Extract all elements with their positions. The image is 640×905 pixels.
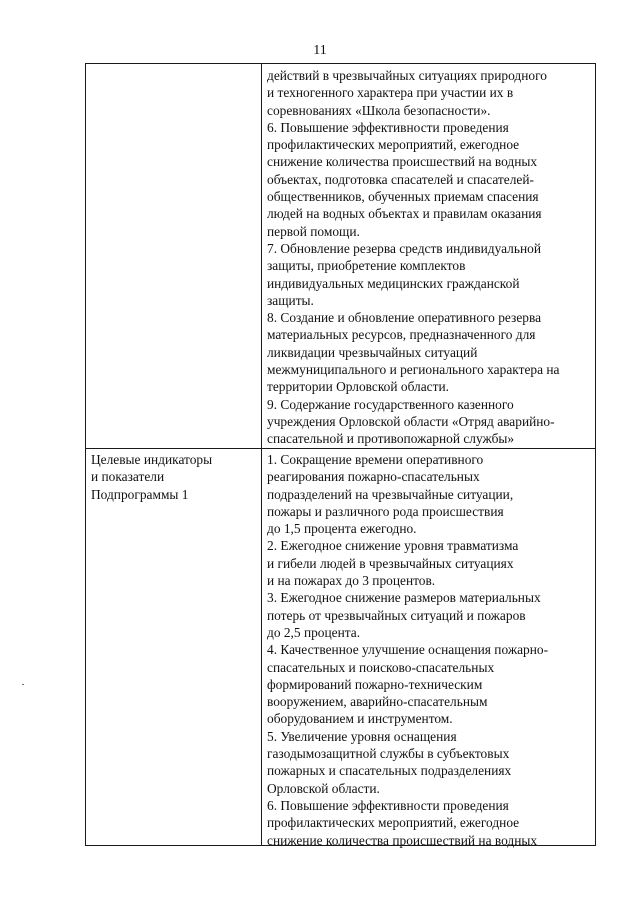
text-line: территории Орловской области. (267, 379, 449, 395)
text-line: индивидуальных медицинских гражданской (267, 275, 520, 291)
text-line: 4. Качественное улучшение оснащения пожарно- (267, 642, 549, 658)
text-line: защиты. (267, 292, 314, 308)
row-divider (86, 448, 595, 449)
text-line: учреждения Орловской области «Отряд аварийно- (267, 413, 555, 429)
text-line: снижение количества происшествий на водных (267, 832, 538, 848)
text-line: объектах, подготовка спасателей и спасателей- (267, 171, 534, 187)
text-line: людей на водных объектах и правилам оказания (267, 206, 542, 222)
text-line: подразделений на чрезвычайные ситуации, (267, 486, 514, 502)
text-line: профилактических мероприятий, ежегодное (267, 137, 520, 153)
text-line: Целевые индикаторы (91, 452, 213, 467)
text-line: Подпрограммы 1 (91, 486, 189, 502)
text-line: Орловской области. (267, 780, 380, 796)
text-line: реагирования пожарно-спасательных (267, 469, 480, 485)
text-line: 5. Увеличение уровня оснащения (267, 728, 457, 744)
row-1-content-cell (267, 67, 560, 448)
text-line: материальных ресурсов, предназначенного для (267, 327, 536, 343)
text-line: 1. Сокращение времени оперативного (267, 452, 484, 467)
text-line: спасательной и противопожарной службы» (267, 431, 515, 447)
text-line: спасательных и поисково-спасательных (267, 659, 495, 675)
text-line: до 1,5 процента ежегодно. (267, 521, 417, 537)
text-line: общественников, обученных приемам спасения (267, 189, 539, 205)
text-line: формирований пожарно-техническим (267, 676, 483, 692)
text-line: до 2,5 процента. (267, 624, 361, 640)
text-line: пожарных и спасательных подразделениях (267, 763, 512, 779)
margin-mark (22, 684, 24, 685)
text-line: 2. Ежегодное снижение уровня травматизма (267, 538, 519, 554)
text-line: потерь от чрезвычайных ситуаций и пожаров (267, 607, 526, 623)
text-line: 8. Создание и обновление оперативного резерва (267, 310, 542, 326)
text-line: газодымозащитной службы в субъектовых (267, 746, 510, 762)
column-divider (261, 64, 262, 845)
text-line: 3. Ежегодное снижение размеров материальных (267, 590, 541, 606)
text-line: вооружением, аварийно-спасательным (267, 694, 488, 710)
text-line: профилактических мероприятий, ежегодное (267, 815, 520, 831)
text-line: и показатели (91, 469, 165, 485)
text-line: оборудованием и инструментом. (267, 711, 453, 727)
text-line: первой помощи. (267, 223, 360, 239)
text-line: и гибели людей в чрезвычайных ситуациях (267, 555, 514, 571)
text-line: защиты, приобретение комплектов (267, 258, 466, 274)
text-line: 6. Повышение эффективности проведения (267, 119, 509, 135)
row-2-content-cell (267, 451, 548, 849)
text-line: соревнованиях «Школа безопасности». (267, 102, 491, 118)
text-line: действий в чрезвычайных ситуациях природного (267, 68, 547, 83)
text-line: ликвидации чрезвычайных ситуаций (267, 344, 478, 360)
text-line: пожары и различного рода происшествия (267, 503, 504, 519)
page-number: 11 (313, 43, 327, 58)
text-line: снижение количества происшествий на водных (267, 154, 538, 170)
text-line: межмуниципального и регионального характера на (267, 362, 560, 378)
document-table (85, 63, 596, 846)
text-line: 6. Повышение эффективности проведения (267, 797, 509, 813)
text-line: и техногенного характера при участии их в (267, 85, 514, 101)
text-line: и на пожарах до 3 процентов. (267, 573, 436, 589)
text-line: 9. Содержание государственного казенного (267, 396, 514, 412)
row-2-label-cell (91, 451, 212, 503)
text-line: 7. Обновление резерва средств индивидуальной (267, 240, 541, 256)
